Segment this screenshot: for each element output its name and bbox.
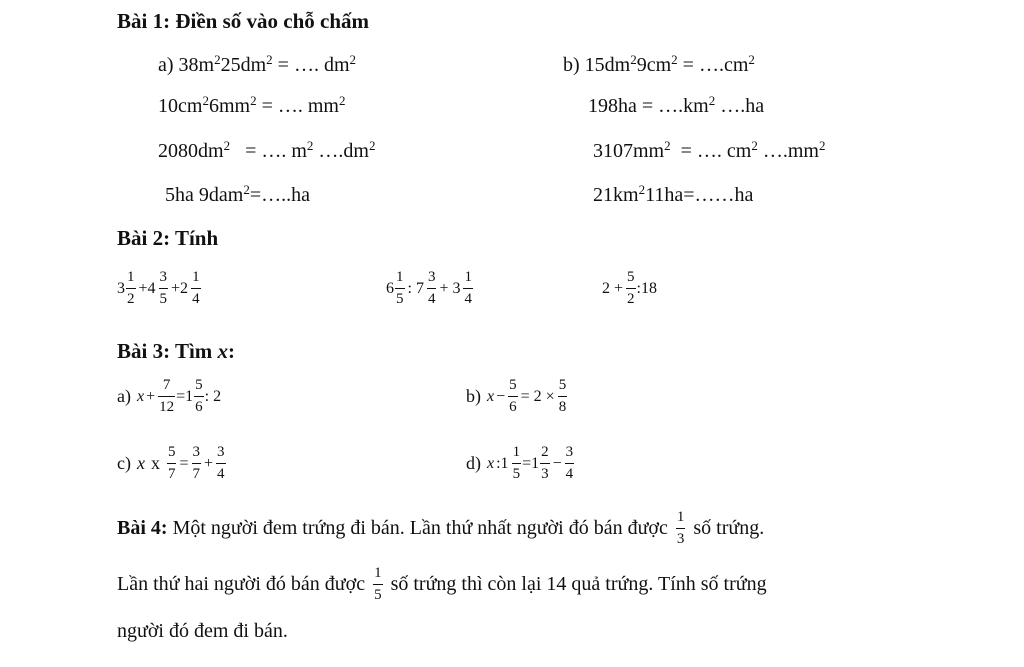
fraction bbox=[159, 270, 169, 307]
bai4-text: Một người đem trứng đi bán. Lần thứ nhất người đó bán được bbox=[167, 517, 668, 539]
value: 5ha 9dam bbox=[165, 184, 244, 206]
sup: 2 bbox=[748, 52, 755, 67]
sup: 2 bbox=[349, 52, 357, 67]
operator: + 3 bbox=[439, 279, 461, 297]
var-x: x bbox=[136, 453, 145, 473]
numerator: 5 bbox=[627, 269, 635, 285]
bai4-line2 bbox=[117, 566, 767, 603]
denominator: 7 bbox=[167, 463, 177, 482]
numerator: 1 bbox=[374, 565, 382, 581]
operator: 2 + bbox=[602, 279, 624, 297]
value: 2080dm bbox=[158, 140, 224, 162]
value: 25dm bbox=[220, 54, 267, 76]
value: ….ha bbox=[715, 95, 765, 117]
sup: 2 bbox=[243, 182, 250, 197]
sup: 2 bbox=[708, 93, 716, 108]
bai4-line1 bbox=[117, 510, 764, 547]
value: 21km bbox=[593, 184, 639, 206]
bai4-text: số trứng thì còn lại 14 quả trứng. Tính số trứng bbox=[390, 573, 767, 595]
denominator: 2 bbox=[126, 288, 136, 307]
operator: : 7 bbox=[407, 279, 424, 297]
bai1-row2-right bbox=[588, 95, 764, 118]
numerator: 3 bbox=[427, 269, 436, 285]
title-text: Bài 3: Tìm bbox=[117, 339, 218, 363]
denominator: 2 bbox=[626, 288, 636, 307]
value: = …. m bbox=[230, 140, 307, 162]
operator: :18 bbox=[636, 279, 657, 297]
fraction bbox=[373, 566, 383, 603]
operator: :1 bbox=[496, 454, 509, 472]
sup: 2 bbox=[338, 93, 346, 108]
bai3-c bbox=[117, 445, 227, 482]
bai2-expr2 bbox=[386, 270, 474, 307]
var-x: x bbox=[487, 387, 495, 405]
label-a: a) bbox=[158, 54, 174, 76]
bai4-line3 bbox=[117, 620, 288, 643]
denominator: 4 bbox=[216, 463, 226, 482]
fraction bbox=[512, 445, 522, 482]
numerator: 5 bbox=[558, 377, 567, 393]
bai4-text: số trứng. bbox=[693, 517, 765, 539]
fraction bbox=[540, 445, 550, 482]
value: 6mm bbox=[208, 95, 251, 117]
sup: 2 bbox=[266, 52, 273, 67]
bai1-row4-right bbox=[593, 184, 753, 207]
denominator: 5 bbox=[159, 288, 169, 307]
sup: 2 bbox=[818, 138, 826, 153]
sup: 2 bbox=[368, 138, 376, 153]
numerator: 2 bbox=[541, 444, 549, 460]
bai2-expr1 bbox=[117, 270, 202, 307]
denominator: 5 bbox=[512, 463, 522, 482]
denominator: 3 bbox=[676, 528, 686, 547]
denominator: 3 bbox=[540, 463, 550, 482]
sup: 2 bbox=[214, 52, 221, 67]
operator: =1 bbox=[176, 387, 194, 405]
var-x: x bbox=[487, 454, 495, 472]
label-a: a) bbox=[117, 386, 131, 406]
fraction bbox=[395, 270, 405, 307]
bai3-b bbox=[466, 378, 568, 415]
label-b: b) bbox=[563, 54, 580, 76]
whole: 3 bbox=[117, 279, 125, 297]
label-c: c) bbox=[117, 453, 131, 473]
sup: 2 bbox=[223, 138, 231, 153]
sup: 2 bbox=[250, 93, 257, 108]
bai1-row1-right bbox=[563, 54, 755, 77]
numerator: 1 bbox=[127, 269, 135, 285]
value: = …. mm bbox=[256, 95, 339, 117]
fraction bbox=[508, 378, 518, 415]
bai1-row3-left bbox=[158, 140, 375, 163]
fraction bbox=[191, 270, 201, 307]
sup: 2 bbox=[638, 182, 646, 197]
sup: 2 bbox=[664, 138, 671, 153]
bai3-title bbox=[117, 339, 235, 364]
fraction bbox=[427, 270, 437, 307]
numerator: 1 bbox=[192, 269, 200, 285]
numerator: 3 bbox=[192, 444, 201, 460]
operator: = bbox=[179, 454, 189, 472]
value: 198ha = ….km bbox=[588, 95, 709, 117]
denominator: 6 bbox=[194, 396, 204, 415]
fraction bbox=[676, 510, 686, 547]
operator: +2 bbox=[171, 279, 189, 297]
bai4-title: Bài 4: bbox=[117, 517, 168, 539]
value: ….mm bbox=[757, 140, 819, 162]
value: 3107mm bbox=[593, 140, 665, 162]
operator: : 2 bbox=[204, 387, 222, 405]
fraction bbox=[126, 270, 136, 307]
numerator: 3 bbox=[159, 269, 168, 285]
operator: − bbox=[496, 387, 506, 405]
sup: 2 bbox=[630, 52, 637, 67]
value: =…..ha bbox=[249, 184, 310, 206]
bai3-d bbox=[466, 445, 575, 482]
value: 10cm bbox=[158, 95, 203, 117]
bai2-title: Bài 2: Tính bbox=[117, 226, 219, 250]
operator: +4 bbox=[138, 279, 156, 297]
denominator: 4 bbox=[427, 288, 437, 307]
fraction bbox=[626, 270, 636, 307]
fraction bbox=[216, 445, 226, 482]
sup: 2 bbox=[202, 93, 209, 108]
numerator: 5 bbox=[195, 377, 203, 393]
numerator: 7 bbox=[162, 377, 171, 393]
bai3-a bbox=[117, 378, 221, 415]
label-d: d) bbox=[466, 453, 481, 473]
label-b: b) bbox=[466, 386, 481, 406]
bai1-row2-left bbox=[158, 95, 345, 118]
sup: 2 bbox=[751, 138, 758, 153]
fraction bbox=[558, 378, 568, 415]
numerator: 1 bbox=[396, 269, 404, 285]
denominator: 4 bbox=[191, 288, 201, 307]
fraction bbox=[194, 378, 204, 415]
denominator: 4 bbox=[565, 463, 575, 482]
fraction bbox=[158, 378, 175, 415]
value: = …. cm bbox=[670, 140, 752, 162]
numerator: 3 bbox=[565, 444, 574, 460]
bai4-text: Lần thứ hai người đó bán được bbox=[117, 573, 366, 595]
title-colon: : bbox=[228, 339, 236, 363]
operator: = 2 × bbox=[520, 387, 555, 405]
denominator: 5 bbox=[395, 288, 405, 307]
sup: 2 bbox=[671, 52, 678, 67]
numerator: 3 bbox=[217, 444, 225, 460]
value: ….dm bbox=[313, 140, 369, 162]
whole: 6 bbox=[386, 279, 394, 297]
sup: 2 bbox=[306, 138, 314, 153]
bai1-title: Bài 1: Điền số vào chỗ chấm bbox=[117, 9, 369, 33]
numerator: 1 bbox=[676, 509, 685, 525]
var-x: x bbox=[136, 387, 145, 405]
fraction bbox=[463, 270, 473, 307]
numerator: 5 bbox=[167, 444, 176, 460]
value: = …. dm bbox=[272, 54, 350, 76]
operator: + bbox=[146, 387, 156, 405]
operator: =1 bbox=[522, 454, 540, 472]
operator: − bbox=[552, 454, 562, 472]
times-sign: x bbox=[150, 453, 160, 473]
denominator: 4 bbox=[463, 288, 473, 307]
denominator: 7 bbox=[192, 463, 202, 482]
value: 9cm bbox=[636, 54, 672, 76]
fraction bbox=[167, 445, 177, 482]
denominator: 12 bbox=[158, 396, 175, 415]
bai2-expr3 bbox=[600, 270, 657, 307]
denominator: 6 bbox=[508, 396, 518, 415]
denominator: 8 bbox=[558, 396, 568, 415]
numerator: 5 bbox=[509, 377, 517, 393]
numerator: 1 bbox=[464, 269, 472, 285]
title-var: x bbox=[217, 339, 229, 363]
value: 11ha=……ha bbox=[645, 184, 754, 206]
fraction bbox=[565, 445, 575, 482]
fraction bbox=[192, 445, 202, 482]
value: 38m bbox=[178, 54, 215, 76]
bai1-row4-left bbox=[165, 184, 310, 207]
bai4-text: người đó đem đi bán. bbox=[117, 620, 288, 642]
value: 15dm bbox=[584, 54, 631, 76]
denominator: 5 bbox=[373, 584, 383, 603]
numerator: 1 bbox=[512, 444, 521, 460]
bai1-row1-left bbox=[158, 54, 356, 77]
operator: + bbox=[204, 454, 214, 472]
value: = ….cm bbox=[677, 54, 749, 76]
bai1-row3-right bbox=[593, 140, 825, 163]
